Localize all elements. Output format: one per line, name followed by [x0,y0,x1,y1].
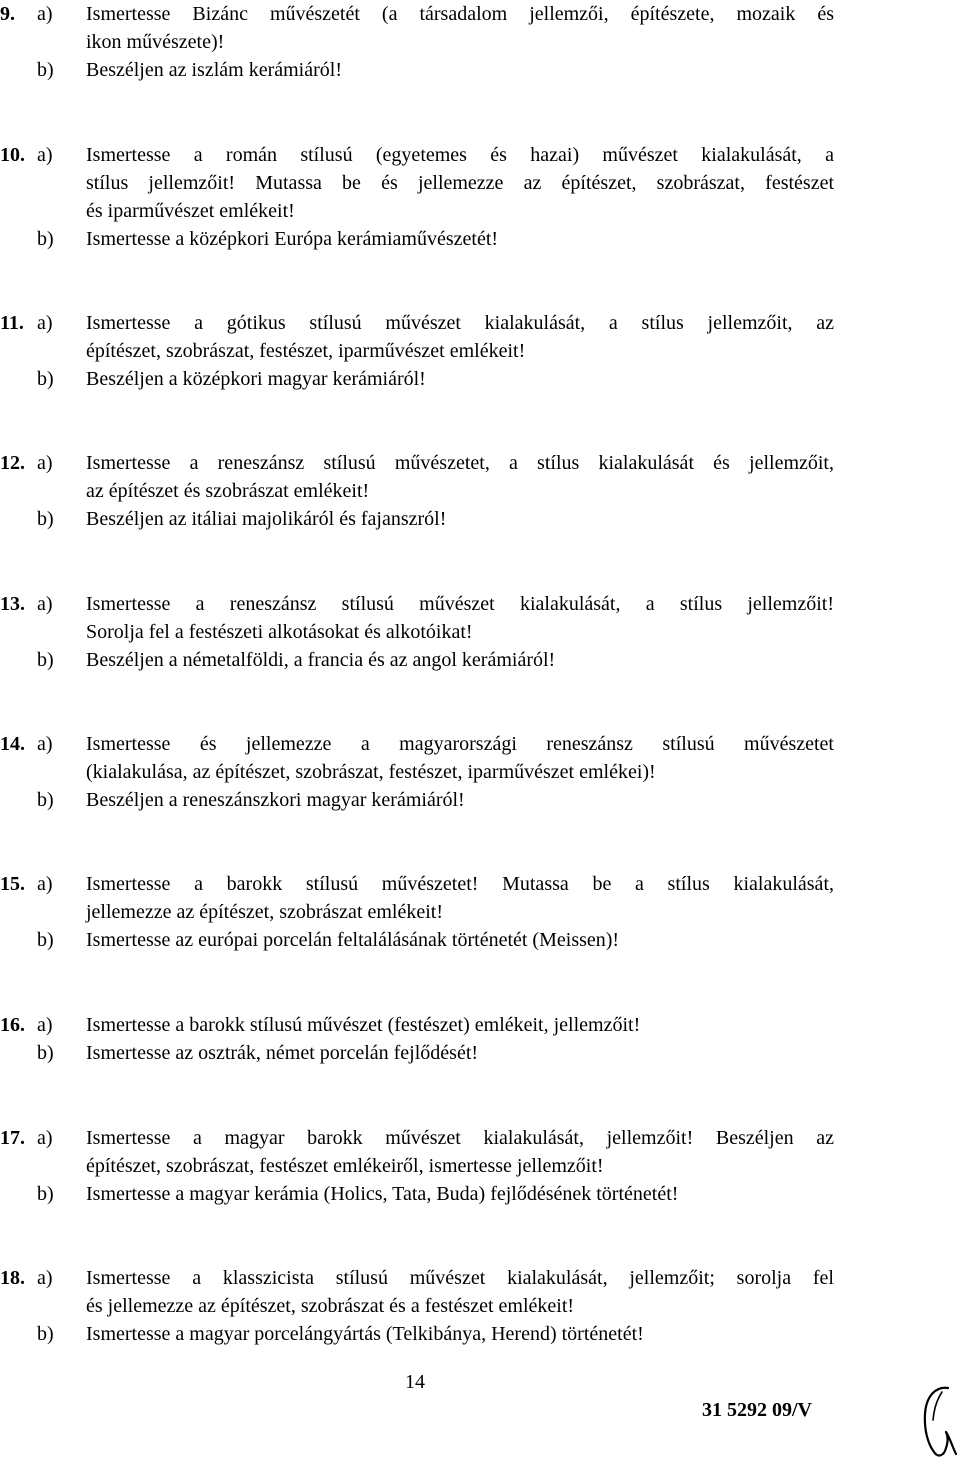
question-text-line: Ismertesse az európai porcelán feltalálásának történetét (Meissen)! [86,929,620,951]
question-text-line: Ismertesse a magyar kerámia (Holics, Tata, Buda) fejlődésének történetét! [86,1183,679,1205]
question-text-line: jellemezze az építészet, szobrászat emlékeit! [86,901,444,923]
question-text-line: Ismertesse a reneszánsz stílusú művészetet, a stílus kialakulását és jellemzőit, [86,452,834,474]
subquestion-a-label: a) [37,144,53,166]
question-text-line: Beszéljen a németalföldi, a francia és az angol kerámiáról! [86,649,556,671]
question-text-line: Ismertesse a román stílusú (egyetemes és hazai) művészet kialakulását, a [86,144,834,166]
subquestion-b-label: b) [37,508,54,530]
subquestion-b-label: b) [37,789,54,811]
question-text-line: Ismertesse az osztrák, német porcelán fejlődését! [86,1042,479,1064]
subquestion-b-label: b) [37,1042,54,1064]
question-text-line: Sorolja fel a festészeti alkotásokat és alkotóikat! [86,621,473,643]
subquestion-b-label: b) [37,1323,54,1345]
subquestion-b-label: b) [37,929,54,951]
subquestion-b-label: b) [37,228,54,250]
question-number: 13. [0,593,25,615]
question-number: 18. [0,1267,25,1289]
subquestion-a-label: a) [37,593,53,615]
subquestion-a-label: a) [37,1127,53,1149]
question-text-line: Beszéljen az iszlám kerámiáról! [86,59,342,81]
question-text-line: Ismertesse a barokk stílusú művészetet! Mutassa be a stílus kialakulását, [86,873,834,895]
question-number: 16. [0,1014,25,1036]
subquestion-a-label: a) [37,1267,53,1289]
subquestion-b-label: b) [37,368,54,390]
question-text-line: építészet, szobrászat, festészet emlékeiről, ismertesse jellemzőit! [86,1155,604,1177]
question-text-line: (kialakulása, az építészet, szobrászat, festészet, iparművészet emlékei)! [86,761,656,783]
document-code: 31 5292 09/V [702,1399,812,1421]
question-number: 17. [0,1127,25,1149]
question-number: 15. [0,873,25,895]
page-number: 14 [405,1371,425,1393]
question-number: 11. [0,312,24,334]
question-text-line: Ismertesse a magyar porcelángyártás (Telkibánya, Herend) történetét! [86,1323,644,1345]
subquestion-a-label: a) [37,873,53,895]
question-text-line: Ismertesse a barokk stílusú művészet (festészet) emlékeit, jellemzőit! [86,1014,641,1036]
question-number: 9. [0,3,15,25]
question-text-line: Beszéljen a reneszánszkori magyar kerámiáról! [86,789,465,811]
question-text-line: Ismertesse a gótikus stílusú művészet kialakulását, a stílus jellemzőit, az [86,312,834,334]
question-text-line: Ismertesse és jellemezze a magyarországi reneszánsz stílusú művészetet [86,733,834,755]
question-text-line: az építészet és szobrászat emlékeit! [86,480,370,502]
question-text-line: ikon művészete)! [86,31,225,53]
question-text-line: Beszéljen a középkori magyar kerámiáról! [86,368,426,390]
question-text-line: Beszéljen az itáliai majolikáról és fajanszról! [86,508,447,530]
subquestion-a-label: a) [37,1014,53,1036]
question-text-line: Ismertesse a klasszicista stílusú művészet kialakulását, jellemzőit; sorolja fel [86,1267,834,1289]
subquestion-a-label: a) [37,3,53,25]
question-number: 12. [0,452,25,474]
handwritten-signature-icon [918,1382,960,1462]
subquestion-b-label: b) [37,1183,54,1205]
subquestion-b-label: b) [37,59,54,81]
question-text-line: Ismertesse a magyar barokk művészet kialakulását, jellemzőit! Beszéljen az [86,1127,834,1149]
question-text-line: Ismertesse a reneszánsz stílusú művészet kialakulását, a stílus jellemzőit! [86,593,834,615]
question-text-line: építészet, szobrászat, festészet, iparművészet emlékeit! [86,340,526,362]
question-text-line: Ismertesse a középkori Európa kerámiaművészetét! [86,228,499,250]
subquestion-a-label: a) [37,733,53,755]
question-number: 10. [0,144,25,166]
subquestion-a-label: a) [37,312,53,334]
question-text-line: stílus jellemzőit! Mutassa be és jellemezze az építészet, szobrászat, festészet [86,172,834,194]
question-text-line: Ismertesse Bizánc művészetét (a társadalom jellemzői, építészete, mozaik és [86,3,834,25]
subquestion-b-label: b) [37,649,54,671]
subquestion-a-label: a) [37,452,53,474]
question-text-line: és jellemezze az építészet, szobrászat és a festészet emlékeit! [86,1295,575,1317]
question-number: 14. [0,733,25,755]
question-text-line: és iparművészet emlékeit! [86,200,295,222]
